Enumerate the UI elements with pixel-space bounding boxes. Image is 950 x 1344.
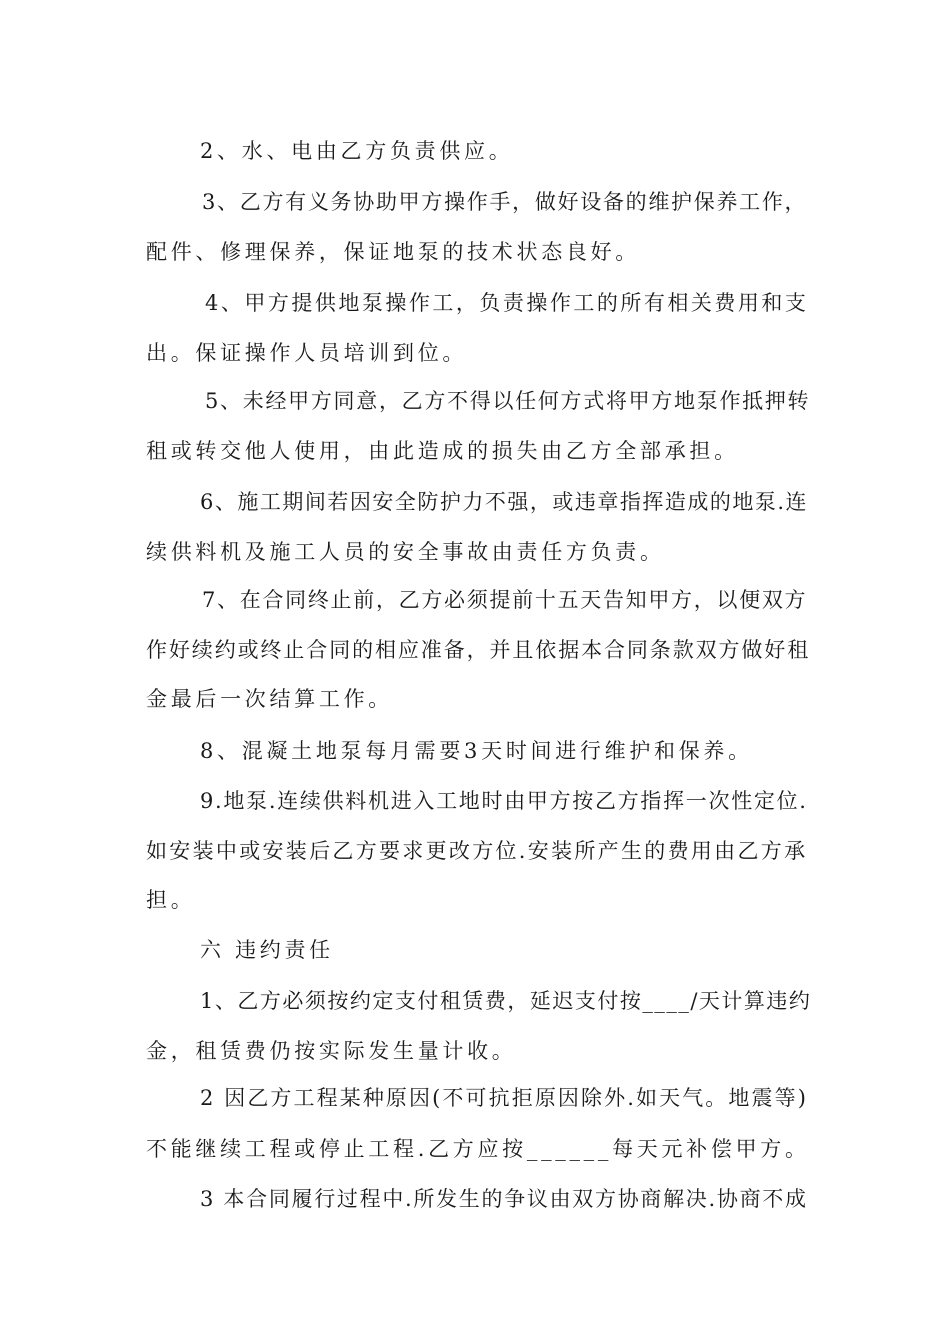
clause-7-line-2: 作好续约或终止合同的相应准备，并且依据本合同条款双方做好租 [146, 638, 811, 662]
breach-1-line-2: 金，租赁费仍按实际发生量计收。 [146, 1039, 517, 1063]
clause-2-line-1: 2、水、电由乙方负责供应。 [200, 139, 514, 163]
clause-9-line-3: 担。 [146, 888, 196, 912]
clause-6-line-1: 6、施工期间若因安全防护力不强，或违章指挥造成的地泵.连 [200, 490, 809, 514]
clause-8-line-1: 8、混凝土地泵每月需要3天时间进行维护和保养。 [200, 739, 753, 763]
breach-2-line-2: 不能继续工程或停止工程.乙方应按______每天元补偿甲方。 [146, 1137, 810, 1161]
clause-6-line-2: 续供料机及施工人员的安全事故由责任方负责。 [146, 540, 665, 564]
clause-4-line-2: 出。保证操作人员培训到位。 [146, 341, 468, 365]
clause-5-line-1: 5、未经甲方同意，乙方不得以任何方式将甲方地泵作抵押转 [205, 389, 811, 413]
breach-1-line-1: 1、乙方必须按约定支付租赁费，延迟支付按____/天计算违约 [200, 989, 812, 1013]
clause-3-line-2: 配件、修理保养，保证地泵的技术状态良好。 [146, 240, 640, 264]
section-heading: 六 违约责任 [200, 938, 334, 962]
clause-9-line-1: 9.地泵.连续供料机进入工地时由甲方按乙方指挥一次性定位. [200, 789, 808, 813]
clause-7-line-3: 金最后一次结算工作。 [146, 687, 393, 711]
clause-7-line-1: 7、在合同终止前，乙方必须提前十五天告知甲方，以便双方 [202, 588, 808, 612]
clause-5-line-2: 租或转交他人使用，由此造成的损失由乙方全部承担。 [146, 439, 739, 463]
clause-9-line-2: 如安装中或安装后乙方要求更改方位.安装所产生的费用由乙方承 [146, 839, 808, 863]
breach-2-line-1: 2 因乙方工程某种原因(不可抗拒原因除外.如天气。地震等) [200, 1086, 808, 1110]
clause-3-line-1: 3、乙方有义务协助甲方操作手，做好设备的维护保养工作， [202, 190, 808, 214]
clause-4-line-1: 4、甲方提供地泵操作工，负责操作工的所有相关费用和支 [205, 291, 809, 315]
breach-3-line-1: 3 本合同履行过程中.所发生的争议由双方协商解决.协商不成 [200, 1187, 808, 1211]
